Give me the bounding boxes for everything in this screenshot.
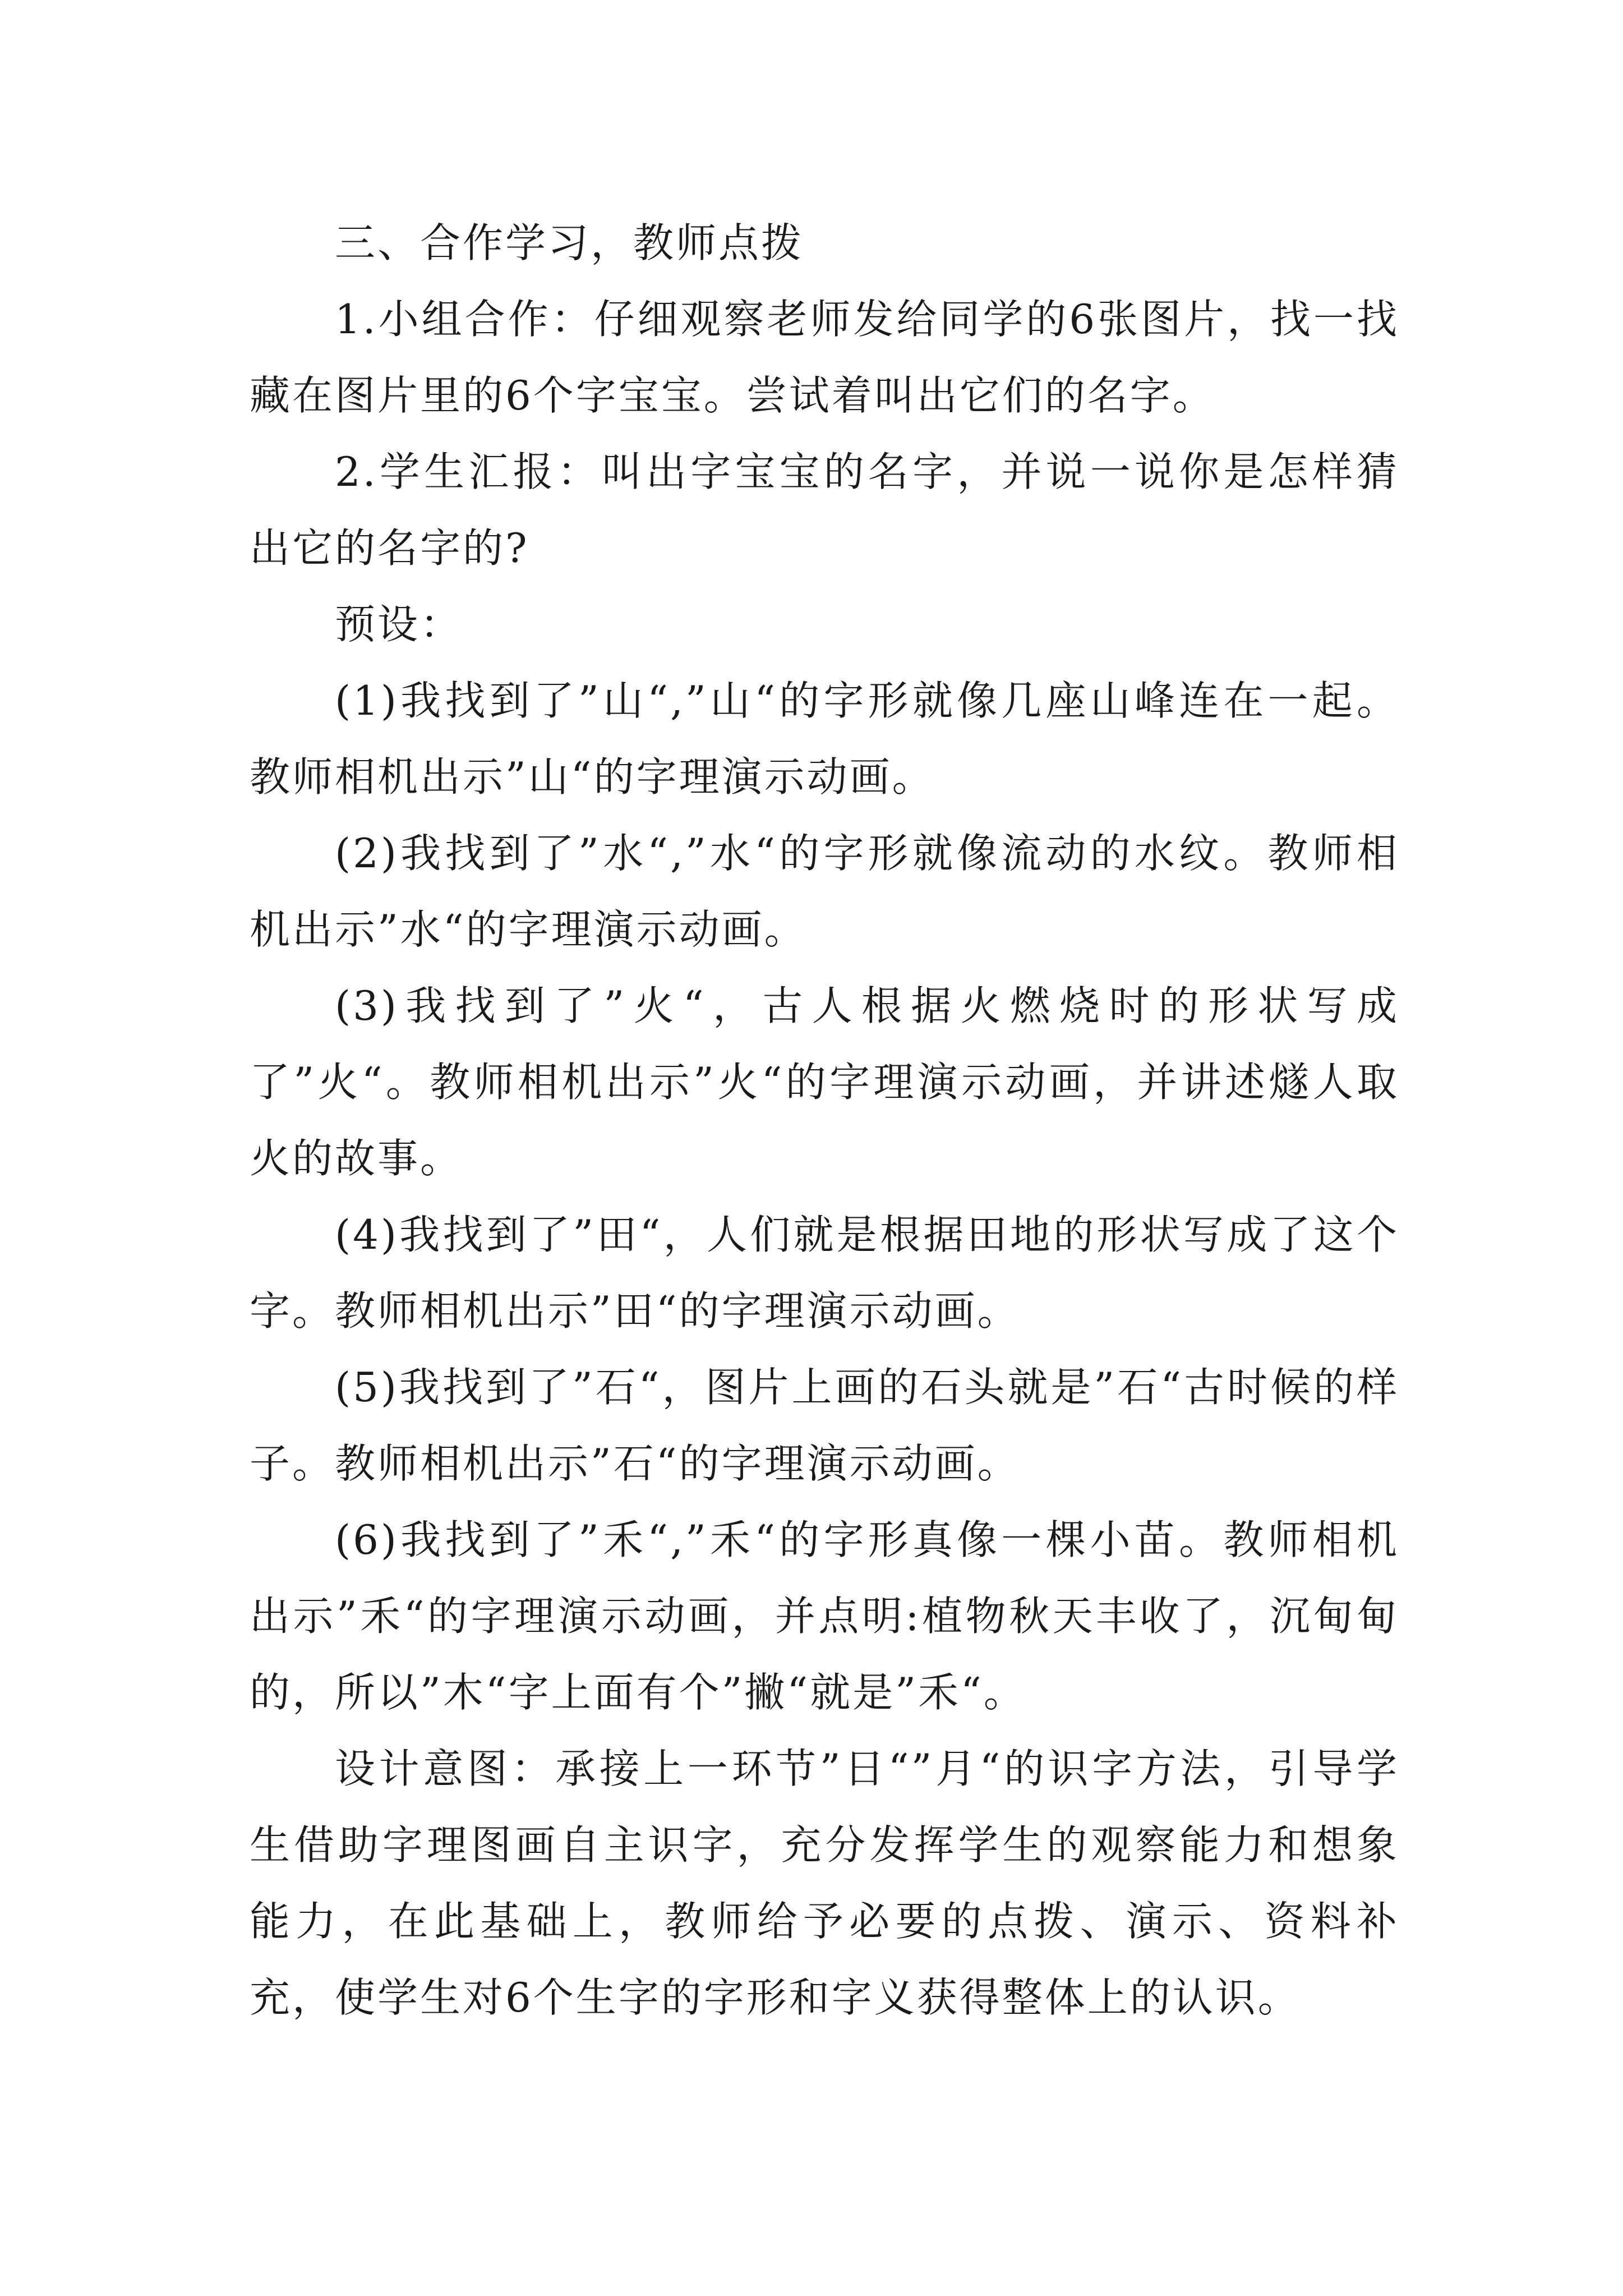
paragraph-preset-label: 预设： [335, 601, 463, 648]
paragraph-item-stone: (5)我找到了”石“，图片上画的石头就是”石“古时候的样子。教师相机出示”石“的字理演示动画。 [250, 1364, 1399, 1487]
paragraph-item-field: (4)我找到了”田“，人们就是根据田地的形状写成了这个字。教师相机出示”田“的字理演示动画。 [250, 1211, 1399, 1335]
paragraph-item-water: (2)我找到了”水“,”水“的字形就像流动的水纹。教师相机出示”水“的字理演示动画。 [250, 830, 1399, 953]
paragraph-item-fire: (3)我找到了”火“，古人根据火燃烧时的形状写成了”火“。教师相机出示”火“的字理演示动画，并讲述燧人取火的故事。 [250, 982, 1399, 1182]
paragraph-design-intent: 设计意图：承接上一环节”日“”月“的识字方法，引导学生借助字理图画自主识字，充分发挥学生的观察能力和想象能力，在此基础上，教师给予必要的点拨、演示、资料补充，使学生对6个生字的字形和字义获得整体上的认识。 [250, 1745, 1399, 2021]
paragraph-item-grain: (6)我找到了”禾“,”禾“的字形真像一棵小苗。教师相机出示”禾“的字理演示动画，并点明:植物秋天丰收了，沉甸甸的，所以”木“字上面有个”撇“就是”禾“。 [250, 1516, 1399, 1716]
paragraph-group-work: 1.小组合作：仔细观察老师发给同学的6张图片，找一找藏在图片里的6个字宝宝。尝试着叫出它们的名字。 [250, 296, 1399, 419]
section-heading: 三、合作学习，教师点拨 [335, 219, 804, 266]
paragraph-item-mountain: (1)我找到了”山“,”山“的字形就像几座山峰连在一起。教师相机出示”山“的字理演示动画。 [250, 677, 1399, 800]
paragraph-student-report: 2.学生汇报：叫出字宝宝的名字，并说一说你是怎样猜出它的名字的? [250, 448, 1399, 572]
document-body [250, 205, 1399, 2036]
